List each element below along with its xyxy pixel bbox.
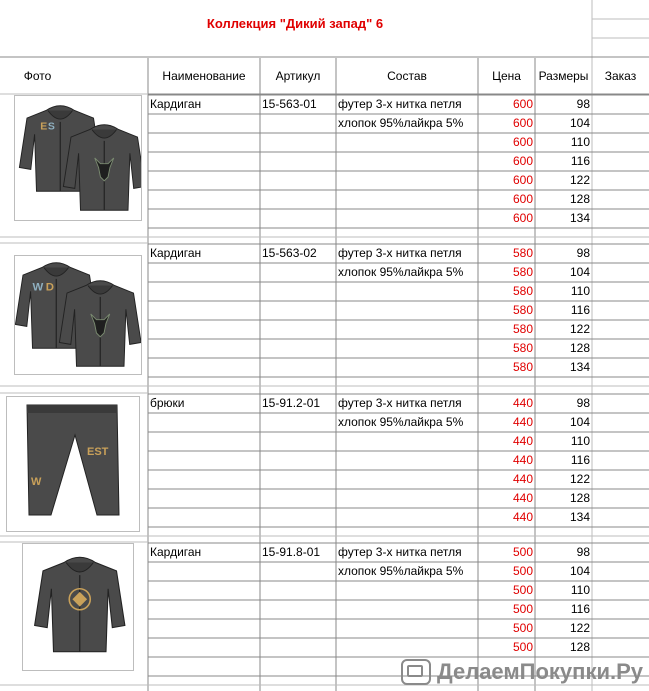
watermark-text: ДелаемПокупки.Ру: [437, 659, 643, 684]
price-cell[interactable]: 440: [512, 396, 533, 410]
price-cell[interactable]: 600: [512, 192, 533, 206]
price-cell[interactable]: 600: [512, 116, 533, 130]
size-cell[interactable]: 104: [569, 265, 590, 279]
size-cell[interactable]: 98: [576, 246, 590, 260]
price-cell[interactable]: 500: [512, 621, 533, 635]
size-cell[interactable]: 128: [569, 192, 590, 206]
product-composition[interactable]: футер 3-х нитка петля: [338, 396, 462, 410]
product-name[interactable]: Кардиган: [150, 97, 202, 111]
product-composition[interactable]: футер 3-х нитка петля: [338, 97, 462, 111]
hoodie-gray-emblem-icon: [22, 543, 134, 671]
product-article[interactable]: 15-91.2-01: [262, 396, 321, 410]
product-name[interactable]: Кардиган: [150, 246, 202, 260]
size-cell[interactable]: 122: [569, 322, 590, 336]
header-price[interactable]: Цена: [492, 69, 521, 83]
size-cell[interactable]: 128: [569, 341, 590, 355]
size-cell[interactable]: 98: [576, 396, 590, 410]
size-cell[interactable]: 134: [569, 510, 590, 524]
product-composition[interactable]: хлопок 95%лайкра 5%: [338, 564, 464, 578]
svg-text:EST: EST: [87, 446, 109, 458]
watermark: [401, 659, 643, 685]
price-cell[interactable]: 440: [512, 491, 533, 505]
size-cell[interactable]: 128: [569, 491, 590, 505]
price-cell[interactable]: 600: [512, 135, 533, 149]
shopping-bag-icon: [401, 659, 431, 685]
price-cell[interactable]: 440: [512, 510, 533, 524]
header-sizes[interactable]: Размеры: [538, 69, 589, 83]
price-cell[interactable]: 580: [512, 322, 533, 336]
size-cell[interactable]: 116: [570, 154, 590, 168]
svg-text:W: W: [31, 476, 42, 488]
price-cell[interactable]: 580: [512, 284, 533, 298]
size-cell[interactable]: 128: [569, 640, 590, 654]
price-cell[interactable]: 440: [512, 472, 533, 486]
size-cell[interactable]: 98: [576, 97, 590, 111]
size-cell[interactable]: 122: [569, 173, 590, 187]
size-cell[interactable]: 134: [569, 211, 590, 225]
product-composition[interactable]: хлопок 95%лайкра 5%: [338, 265, 464, 279]
product-name[interactable]: брюки: [150, 396, 185, 410]
header-article[interactable]: Артикул: [275, 69, 321, 83]
price-cell[interactable]: 600: [512, 211, 533, 225]
price-cell[interactable]: 600: [512, 173, 533, 187]
price-cell[interactable]: 580: [512, 341, 533, 355]
svg-text:S: S: [47, 121, 55, 133]
price-cell[interactable]: 440: [512, 453, 533, 467]
header-photo[interactable]: Фото: [23, 69, 52, 83]
price-cell[interactable]: 500: [512, 545, 533, 559]
price-cell[interactable]: 580: [512, 303, 533, 317]
product-article[interactable]: 15-563-01: [262, 97, 317, 111]
product-composition[interactable]: хлопок 95%лайкра 5%: [338, 116, 464, 130]
size-cell[interactable]: 110: [570, 284, 590, 298]
size-cell[interactable]: 116: [570, 602, 590, 616]
size-cell[interactable]: 116: [570, 453, 590, 467]
size-cell[interactable]: 104: [569, 116, 590, 130]
hoodie-gray-bull-icon: [14, 95, 142, 221]
header-order[interactable]: Заказ: [604, 69, 637, 83]
size-cell[interactable]: 110: [570, 434, 590, 448]
pants-gray-west-icon: [6, 396, 140, 532]
svg-text:W: W: [32, 281, 44, 294]
price-cell[interactable]: 440: [512, 434, 533, 448]
hoodie-gray-wild-bull-icon: [14, 255, 142, 375]
size-cell[interactable]: 134: [569, 360, 590, 374]
price-cell[interactable]: 580: [512, 246, 533, 260]
size-cell[interactable]: 122: [569, 621, 590, 635]
product-composition[interactable]: футер 3-х нитка петля: [338, 545, 462, 559]
product-name[interactable]: Кардиган: [150, 545, 202, 559]
product-composition[interactable]: хлопок 95%лайкра 5%: [338, 415, 464, 429]
product-composition[interactable]: футер 3-х нитка петля: [338, 246, 462, 260]
price-cell[interactable]: 500: [512, 564, 533, 578]
size-cell[interactable]: 116: [570, 303, 590, 317]
collection-title: Коллекция "Дикий запад" 6: [206, 16, 384, 31]
header-name[interactable]: Наименование: [162, 69, 246, 83]
price-cell[interactable]: 580: [512, 360, 533, 374]
size-cell[interactable]: 122: [569, 472, 590, 486]
price-cell[interactable]: 440: [512, 415, 533, 429]
size-cell[interactable]: 110: [570, 135, 590, 149]
price-cell[interactable]: 600: [512, 154, 533, 168]
size-cell[interactable]: 98: [576, 545, 590, 559]
price-cell[interactable]: 580: [512, 265, 533, 279]
size-cell[interactable]: 104: [569, 564, 590, 578]
product-article[interactable]: 15-563-02: [262, 246, 317, 260]
size-cell[interactable]: 104: [569, 415, 590, 429]
product-article[interactable]: 15-91.8-01: [262, 545, 321, 559]
price-cell[interactable]: 500: [512, 602, 533, 616]
svg-text:D: D: [45, 281, 55, 294]
price-cell[interactable]: 500: [512, 583, 533, 597]
price-cell[interactable]: 500: [512, 640, 533, 654]
svg-text:E: E: [40, 121, 48, 133]
size-cell[interactable]: 110: [570, 583, 590, 597]
header-composition[interactable]: Состав: [387, 69, 427, 83]
price-cell[interactable]: 600: [512, 97, 533, 111]
